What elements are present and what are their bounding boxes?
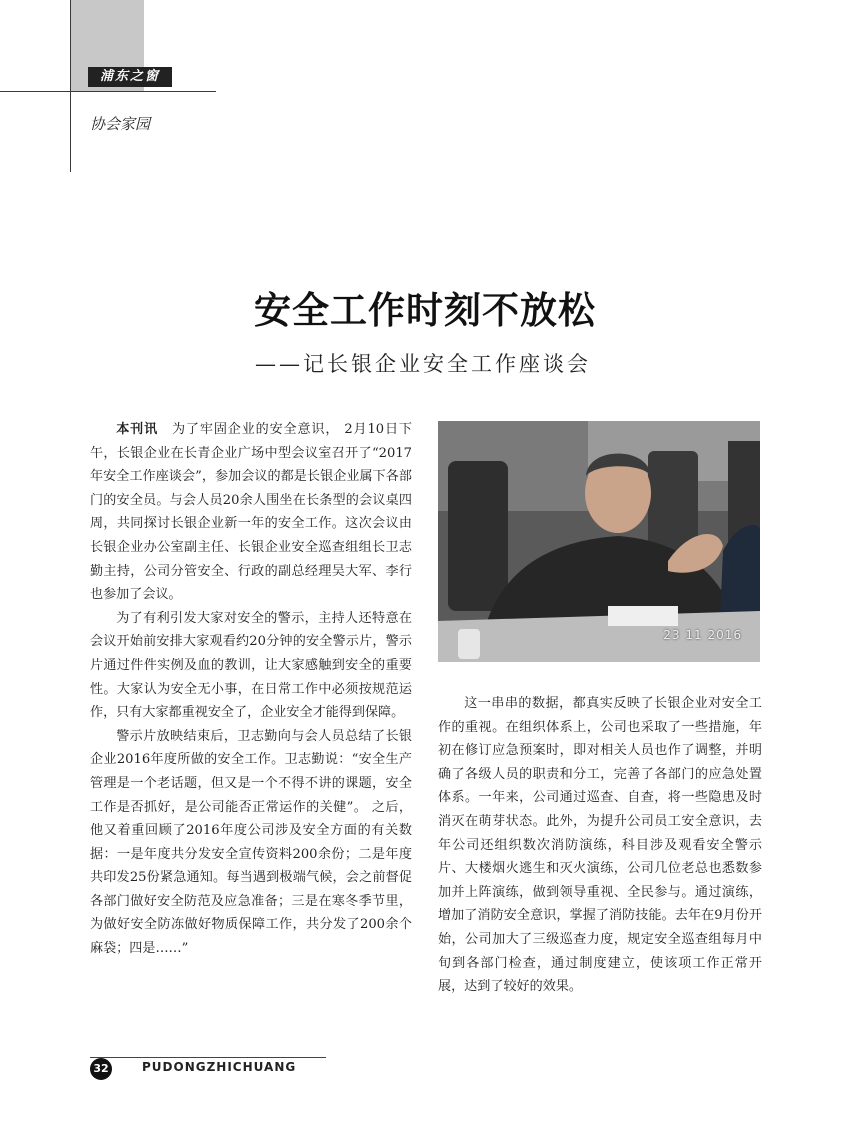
paragraph: 这一串串的数据，都真实反映了长银企业对安全工作的重视。在组织体系上，公司也采取了一些措施，年初在修订应急预案时，即对相关人员也作了调整，并明确了各级人员的职责和分工，完善了各部门的应急处置体系。一年来，公司通过巡查、自查，将一些隐患及时消灭在萌芽状态。此外，为提升公司员工安全意识，去年公司还组织数次消防演练，科目涉及观看安全警示片、大楼烟火逃生和灭火演练，公司几位老总也悉数参加并上阵演练，做到领导重视、全民参与。通过演练，增加了消防安全意识，掌握了消防技能。去年在9月份开始，公司加大了三级巡查力度，规定安全巡查组每月中旬到各部门检查，通过制度建立，使该项工作正常开展，达到了较好的效果。 — [438, 696, 762, 995]
header-horizontal-rule — [0, 91, 216, 92]
meeting-photo — [438, 421, 760, 662]
paragraph-text: 为了牢固企业的安全意识， 2月10日下午，长银企业在长青企业广场中型会议室召开了“2017年安全工作座谈会”，参加会议的都是长银企业属下各部门的安全员。与会人员20余人围坐在长条型的会议桌四周，共同探讨长银企业新一年的安全工作。这次会议由长银企业办公室副主任、长银企业安全巡查组组长卫志勤主持，公司分管安全、行政的副总经理吴大军、李行也参加了会议。 — [90, 422, 413, 603]
article-subtitle: ——记长银企业安全工作座谈会 — [255, 352, 591, 376]
article-title: 安全工作时刻不放松 — [254, 289, 596, 332]
meeting-photo-illustration — [438, 421, 760, 662]
right-column — [438, 692, 762, 999]
lead-label: 本刊讯 — [116, 422, 159, 437]
photo-timestamp: 23 11 2016 — [663, 628, 742, 642]
paragraph: 警示片放映结束后，卫志勤向与会人员总结了长银企业2016年度所做的安全工作。卫志勤说：“安全生产管理是一个老话题，但又是一个不得不讲的课题，安全工作是否抓好，是公司能否正常运作的关健”。 之后，他又着重回顾了2016年度公司涉及安全方面的有关数据：一是年度共分发安全宣传资料200余份；二是年度共印发25份紧急通知。每当遇到极端气候，会之前督促各部门做好安全防范及应急准备；三是在寒冬季节里，为做好安全防冻做好物质保障工作，共分发了200余个麻袋；四是……” — [90, 728, 412, 957]
magazine-logo: 浦东之窗 — [88, 67, 172, 87]
footer-rule — [90, 1057, 326, 1058]
left-column — [90, 418, 412, 961]
magazine-name: PUDONGZHICHUANG — [142, 1060, 297, 1074]
header-vertical-rule — [70, 0, 71, 172]
page-number: 32 — [90, 1058, 112, 1080]
paragraph: 为了有利引发大家对安全的警示，主持人还特意在会议开始前安排大家观看约20分钟的安全警示片，警示片通过件件实例及血的教训，让大家感触到安全的重要性。大家认为安全无小事，在日常工作中必须按规范运作，只有大家都重视安全了，企业安全才能得到保障。 — [90, 610, 412, 721]
section-title: 协会家园 — [90, 115, 151, 133]
paragraph — [90, 418, 412, 607]
